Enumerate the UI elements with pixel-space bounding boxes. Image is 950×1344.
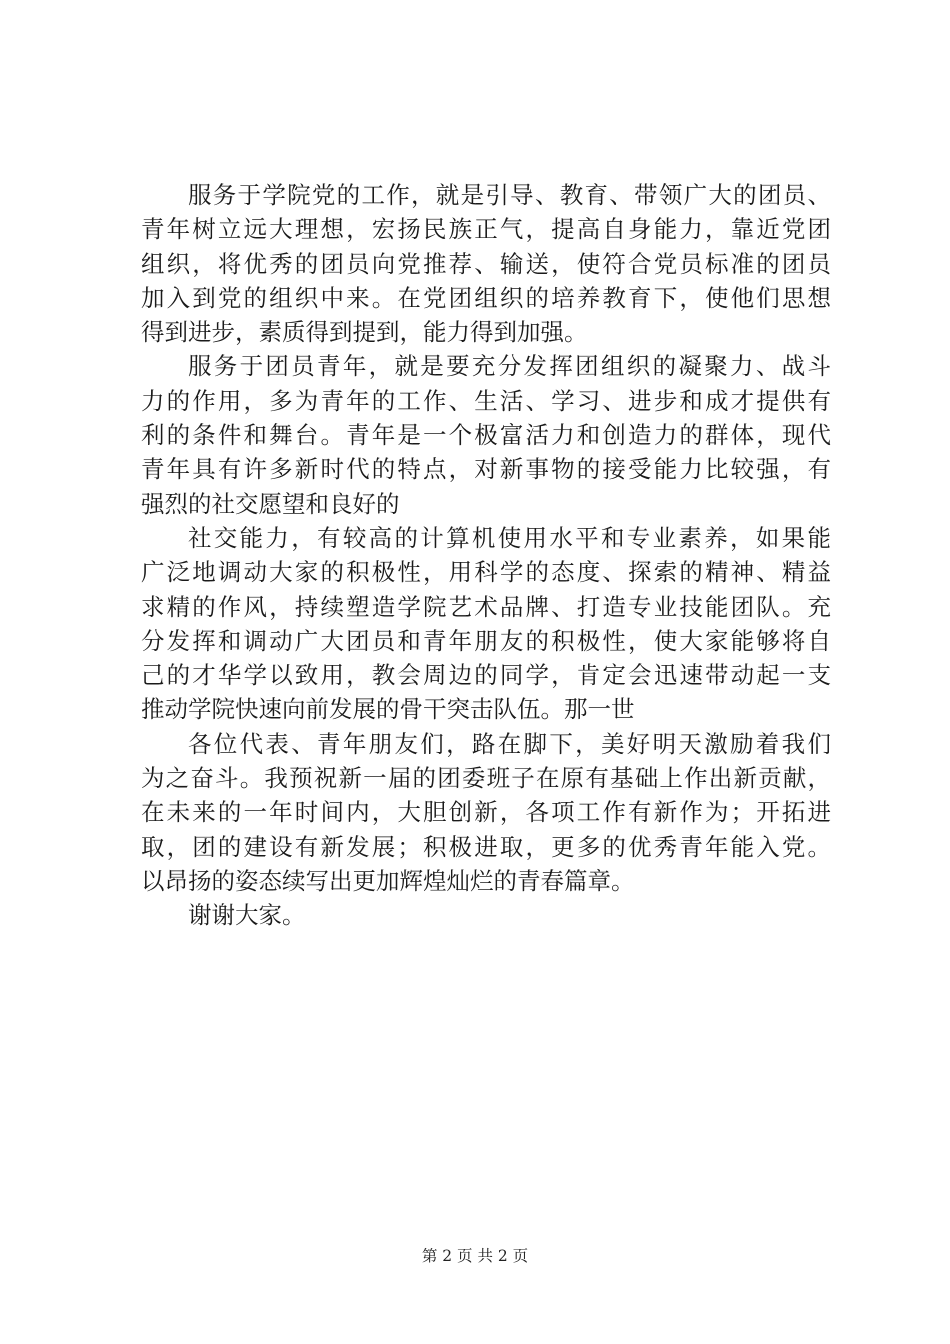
document-body <box>141 178 831 933</box>
paragraph-2-line-5: 强烈的社交愿望和良好的 <box>141 489 400 518</box>
paragraph-2-line-3: 利的条件和舞台。青年是一个极富活力和创造力的群体，现代 <box>141 421 831 450</box>
paragraph-3-line-1: 社交能力，有较高的计算机使用水平和专业素养，如果能 <box>188 523 831 552</box>
page-number-label: 第 2 页 共 2 页 <box>421 1247 529 1265</box>
paragraph-4-line-1: 各位代表、青年朋友们，路在脚下，美好明天激励着我们 <box>188 729 831 758</box>
paragraph-3-line-2: 广泛地调动大家的积极性，用科学的态度、探索的精神、精益 <box>141 558 831 587</box>
paragraph-2-line-4: 青年具有许多新时代的特点，对新事物的接受能力比较强，有 <box>141 455 831 484</box>
paragraph-1-line-2: 青年树立远大理想，宏扬民族正气，提高自身能力，靠近党团 <box>141 215 831 244</box>
paragraph-1-line-4: 加入到党的组织中来。在党团组织的培养教育下，使他们思想 <box>141 283 831 312</box>
paragraph-4-line-2: 为之奋斗。我预祝新一届的团委班子在原有基础上作出新贡献， <box>141 764 831 793</box>
paragraph-1-line-1: 服务于学院党的工作，就是引导、教育、带领广大的团员、 <box>188 181 831 209</box>
paragraph-4-line-5: 以昂扬的姿态续写出更加辉煌灿烂的青春篇章。 <box>141 866 635 895</box>
page-footer <box>0 1245 950 1267</box>
paragraph-3-line-4: 分发挥和调动广大团员和青年朋友的积极性，使大家能够将自 <box>141 626 831 655</box>
paragraph-1-line-3: 组织，将优秀的团员向党推荐、输送，使符合党员标准的团员 <box>141 249 831 278</box>
paragraph-3-line-6: 推动学院快速向前发展的骨干突击队伍。那一世 <box>141 695 635 724</box>
paragraph-2-line-1: 服务于团员青年，就是要充分发挥团组织的凝聚力、战斗 <box>188 352 831 381</box>
paragraph-5-line-1: 谢谢大家。 <box>188 901 306 930</box>
paragraph-2-line-2: 力的作用，多为青年的工作、生活、学习、进步和成才提供有 <box>141 386 831 415</box>
paragraph-3-line-5: 己的才华学以致用，教会周边的同学，肯定会迅速带动起一支 <box>141 661 831 690</box>
paragraph-3-line-3: 求精的作风，持续塑造学院艺术品牌、打造专业技能团队。充 <box>141 592 831 621</box>
paragraph-4-line-3: 在未来的一年时间内，大胆创新，各项工作有新作为；开拓进 <box>141 798 831 827</box>
paragraph-4-line-4: 取，团的建设有新发展；积极进取，更多的优秀青年能入党。 <box>141 832 831 861</box>
paragraph-1-line-5: 得到进步，素质得到提到，能力得到加强。 <box>141 318 588 347</box>
